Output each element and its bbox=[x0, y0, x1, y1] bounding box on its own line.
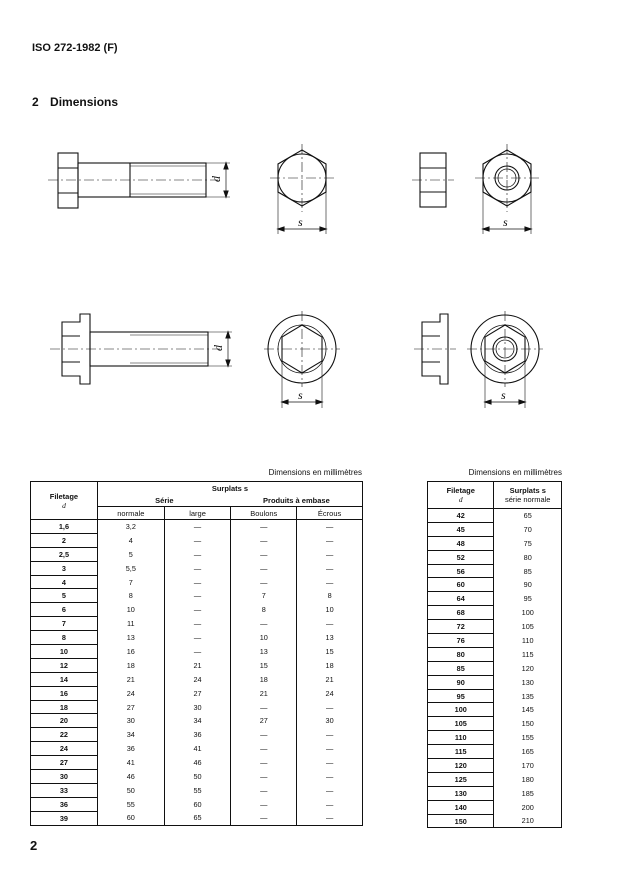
cell-value: 18 bbox=[231, 672, 297, 686]
cell-value: 7 bbox=[231, 589, 297, 603]
cell-filetage: 3 bbox=[31, 561, 98, 575]
table-left-caption: Dimensions en millimètres bbox=[268, 468, 362, 477]
technical-drawings bbox=[0, 130, 620, 420]
cell-value: 8 bbox=[231, 603, 297, 617]
cell-value: 41 bbox=[164, 742, 231, 756]
table-row bbox=[31, 589, 363, 603]
cell-value: 120 bbox=[521, 663, 534, 673]
cell-value: — bbox=[231, 783, 297, 797]
dim-label-s: s bbox=[298, 215, 303, 229]
cell-value: 18 bbox=[297, 658, 363, 672]
cell-filetage: 36 bbox=[31, 797, 98, 811]
cell-value: — bbox=[164, 533, 231, 547]
table-row bbox=[31, 714, 363, 728]
table-row bbox=[428, 745, 562, 759]
table-row bbox=[31, 603, 363, 617]
cell-value: 24 bbox=[164, 672, 231, 686]
table-row bbox=[428, 606, 562, 620]
table-row bbox=[31, 811, 363, 825]
cell-value: — bbox=[164, 617, 231, 631]
header-surplats: Surplats s bbox=[211, 483, 249, 493]
cell-value: 165 bbox=[521, 747, 534, 757]
dim-label-d: d bbox=[211, 345, 225, 351]
header-boulons: Boulons bbox=[231, 507, 297, 520]
cell-filetage: 140 bbox=[428, 800, 494, 814]
table-row bbox=[428, 620, 562, 634]
cell-value: — bbox=[164, 631, 231, 645]
cell-value: 27 bbox=[231, 714, 297, 728]
cell-filetage: 2,5 bbox=[31, 547, 98, 561]
cell-value: 5 bbox=[128, 549, 133, 559]
cell-value: 155 bbox=[521, 733, 534, 743]
table-row bbox=[31, 533, 363, 547]
dim-label-d: d bbox=[209, 176, 223, 182]
cell-filetage: 24 bbox=[31, 742, 98, 756]
cell-value: — bbox=[231, 700, 297, 714]
table-row bbox=[428, 689, 562, 703]
cell-value: — bbox=[297, 811, 363, 825]
table-row bbox=[31, 547, 363, 561]
cell-value: — bbox=[231, 728, 297, 742]
cell-value: 55 bbox=[126, 799, 135, 809]
cell-value: 90 bbox=[523, 580, 532, 590]
section-heading bbox=[32, 95, 118, 109]
cell-filetage: 7 bbox=[31, 617, 98, 631]
cell-filetage: 27 bbox=[31, 756, 98, 770]
cell-value: — bbox=[297, 742, 363, 756]
table-row bbox=[428, 814, 562, 828]
table-row bbox=[428, 550, 562, 564]
table-row bbox=[428, 786, 562, 800]
cell-value: — bbox=[164, 561, 231, 575]
table-row bbox=[428, 731, 562, 745]
table-right-caption: Dimensions en millimètres bbox=[468, 468, 562, 477]
cell-value: 13 bbox=[297, 631, 363, 645]
cell-value: — bbox=[297, 756, 363, 770]
cell-value: — bbox=[231, 770, 297, 784]
table-row bbox=[31, 575, 363, 589]
table-row bbox=[31, 617, 363, 631]
cell-value: 10 bbox=[126, 605, 135, 615]
cell-filetage: 33 bbox=[31, 783, 98, 797]
dim-label-s: s bbox=[298, 388, 303, 402]
cell-value: 11 bbox=[127, 619, 135, 629]
cell-value: 60 bbox=[126, 813, 135, 823]
cell-filetage: 90 bbox=[428, 675, 494, 689]
cell-value: — bbox=[231, 575, 297, 589]
header-surplats: Surplats s série normale bbox=[505, 486, 551, 504]
section-title: Dimensions bbox=[50, 95, 119, 109]
cell-value: — bbox=[231, 617, 297, 631]
cell-value: 65 bbox=[164, 811, 231, 825]
cell-filetage: 85 bbox=[428, 661, 494, 675]
table-row bbox=[428, 675, 562, 689]
cell-filetage: 72 bbox=[428, 620, 494, 634]
table-row bbox=[31, 728, 363, 742]
cell-value: 110 bbox=[521, 635, 534, 645]
hex-bolt-end-view bbox=[270, 144, 336, 234]
table-left bbox=[30, 481, 363, 826]
cell-value: — bbox=[231, 561, 297, 575]
cell-value: 100 bbox=[521, 608, 534, 618]
cell-filetage: 20 bbox=[31, 714, 98, 728]
cell-value: — bbox=[164, 603, 231, 617]
cell-value: — bbox=[164, 575, 231, 589]
cell-value: 55 bbox=[164, 783, 231, 797]
cell-value: — bbox=[231, 811, 297, 825]
cell-value: — bbox=[297, 575, 363, 589]
cell-value: 4 bbox=[128, 535, 133, 545]
cell-value: 30 bbox=[164, 700, 231, 714]
table-row bbox=[31, 770, 363, 784]
cell-value: — bbox=[231, 797, 297, 811]
cell-value: 115 bbox=[521, 649, 534, 659]
table-row bbox=[31, 645, 363, 659]
cell-filetage: 56 bbox=[428, 564, 494, 578]
cell-value: 18 bbox=[126, 660, 135, 670]
cell-filetage: 4 bbox=[31, 575, 98, 589]
cell-filetage: 45 bbox=[428, 522, 494, 536]
cell-value: — bbox=[297, 728, 363, 742]
table-row bbox=[31, 672, 363, 686]
cell-value: — bbox=[231, 756, 297, 770]
cell-value: 16 bbox=[126, 646, 135, 656]
cell-value: 80 bbox=[523, 552, 532, 562]
cell-value: 95 bbox=[523, 594, 532, 604]
cell-value: — bbox=[297, 617, 363, 631]
cell-filetage: 130 bbox=[428, 786, 494, 800]
header-normale: normale bbox=[97, 507, 164, 520]
header-ecrous: Écrous bbox=[297, 507, 363, 520]
cell-value: 70 bbox=[523, 524, 532, 534]
cell-value: 15 bbox=[231, 658, 297, 672]
cell-filetage: 100 bbox=[428, 703, 494, 717]
cell-value: 24 bbox=[126, 688, 135, 698]
header-produits: Produits à embase bbox=[263, 495, 330, 505]
cell-filetage: 125 bbox=[428, 772, 494, 786]
cell-value: — bbox=[297, 783, 363, 797]
cell-value: — bbox=[297, 700, 363, 714]
section-number: 2 bbox=[32, 95, 39, 109]
cell-filetage: 10 bbox=[31, 645, 98, 659]
cell-value: 13 bbox=[231, 645, 297, 659]
table-row bbox=[31, 658, 363, 672]
cell-filetage: 105 bbox=[428, 717, 494, 731]
hex-nut-end-view bbox=[475, 144, 541, 234]
table-row bbox=[428, 759, 562, 773]
table-row bbox=[428, 772, 562, 786]
cell-value: — bbox=[164, 520, 231, 534]
header-filetage: Filetage d bbox=[428, 482, 494, 509]
cell-value: 21 bbox=[231, 686, 297, 700]
cell-value: — bbox=[231, 520, 297, 534]
cell-value: 46 bbox=[126, 771, 135, 781]
header-large: large bbox=[164, 507, 231, 520]
cell-filetage: 42 bbox=[428, 509, 494, 523]
cell-value: 185 bbox=[521, 788, 534, 798]
cell-value: — bbox=[297, 533, 363, 547]
page-number: 2 bbox=[30, 838, 38, 853]
cell-filetage: 6 bbox=[31, 603, 98, 617]
cell-value: — bbox=[297, 547, 363, 561]
cell-value: 85 bbox=[523, 566, 532, 576]
table-row bbox=[31, 520, 363, 534]
cell-value: 34 bbox=[164, 714, 231, 728]
cell-value: 36 bbox=[126, 744, 135, 754]
cell-value: 145 bbox=[521, 705, 534, 715]
cell-value: 3,2 bbox=[125, 522, 136, 532]
cell-filetage: 120 bbox=[428, 759, 494, 773]
cell-value: 27 bbox=[126, 702, 135, 712]
cell-filetage: 60 bbox=[428, 578, 494, 592]
cell-value: 180 bbox=[521, 774, 534, 784]
flange-nut-side-view bbox=[414, 314, 456, 384]
cell-filetage: 52 bbox=[428, 550, 494, 564]
table-row bbox=[31, 797, 363, 811]
cell-value: 130 bbox=[521, 677, 534, 687]
cell-value: 5,5 bbox=[125, 563, 136, 573]
table-row bbox=[31, 783, 363, 797]
flange-bolt-side-view bbox=[50, 314, 232, 384]
cell-value: 105 bbox=[521, 622, 534, 632]
cell-value: 30 bbox=[297, 714, 363, 728]
cell-value: 200 bbox=[521, 802, 534, 812]
cell-value: 24 bbox=[297, 686, 363, 700]
dim-label-s: s bbox=[501, 388, 506, 402]
table-row bbox=[428, 647, 562, 661]
cell-value: 65 bbox=[523, 511, 532, 521]
cell-filetage: 8 bbox=[31, 631, 98, 645]
cell-value: 8 bbox=[297, 589, 363, 603]
header-serie: Série bbox=[155, 495, 174, 505]
cell-filetage: 95 bbox=[428, 689, 494, 703]
table-row bbox=[428, 509, 562, 523]
cell-filetage: 5 bbox=[31, 589, 98, 603]
cell-filetage: 150 bbox=[428, 814, 494, 828]
table-row bbox=[428, 661, 562, 675]
table-row bbox=[428, 592, 562, 606]
table-row bbox=[428, 717, 562, 731]
cell-value: 50 bbox=[164, 770, 231, 784]
cell-filetage: 14 bbox=[31, 672, 98, 686]
cell-value: — bbox=[231, 742, 297, 756]
cell-filetage: 115 bbox=[428, 745, 494, 759]
cell-filetage: 30 bbox=[31, 770, 98, 784]
cell-value: — bbox=[164, 547, 231, 561]
cell-value: — bbox=[297, 561, 363, 575]
cell-value: — bbox=[297, 797, 363, 811]
cell-value: 41 bbox=[126, 758, 135, 768]
cell-value: 210 bbox=[521, 816, 534, 826]
cell-value: 150 bbox=[521, 719, 534, 729]
cell-value: — bbox=[164, 645, 231, 659]
cell-value: — bbox=[164, 589, 231, 603]
cell-filetage: 68 bbox=[428, 606, 494, 620]
cell-filetage: 64 bbox=[428, 592, 494, 606]
cell-value: 15 bbox=[297, 645, 363, 659]
cell-value: 170 bbox=[521, 760, 534, 770]
header-filetage: Filetage d bbox=[31, 482, 98, 520]
cell-filetage: 110 bbox=[428, 731, 494, 745]
cell-value: 30 bbox=[126, 716, 135, 726]
dim-label-s: s bbox=[503, 215, 508, 229]
cell-filetage: 39 bbox=[31, 811, 98, 825]
cell-filetage: 80 bbox=[428, 647, 494, 661]
cell-value: — bbox=[297, 520, 363, 534]
cell-filetage: 48 bbox=[428, 536, 494, 550]
table-right bbox=[427, 481, 562, 828]
table-row bbox=[428, 536, 562, 550]
cell-value: 60 bbox=[164, 797, 231, 811]
cell-filetage: 1,6 bbox=[31, 520, 98, 534]
cell-value: 50 bbox=[126, 785, 135, 795]
table-row bbox=[428, 634, 562, 648]
cell-filetage: 16 bbox=[31, 686, 98, 700]
table-row bbox=[31, 686, 363, 700]
table-row bbox=[31, 700, 363, 714]
cell-value: 135 bbox=[521, 691, 534, 701]
document-code: ISO 272-1982 (F) bbox=[32, 42, 118, 54]
table-row bbox=[428, 578, 562, 592]
cell-value: 27 bbox=[164, 686, 231, 700]
cell-value: 21 bbox=[297, 672, 363, 686]
cell-value: 10 bbox=[297, 603, 363, 617]
cell-value: 21 bbox=[164, 658, 231, 672]
cell-value: — bbox=[297, 770, 363, 784]
cell-value: 46 bbox=[164, 756, 231, 770]
cell-value: 36 bbox=[164, 728, 231, 742]
cell-value: 21 bbox=[126, 674, 135, 684]
cell-value: 75 bbox=[523, 538, 532, 548]
cell-filetage: 18 bbox=[31, 700, 98, 714]
table-row bbox=[428, 703, 562, 717]
cell-value: — bbox=[231, 547, 297, 561]
cell-value: 7 bbox=[128, 577, 133, 587]
table-row bbox=[428, 800, 562, 814]
cell-value: 8 bbox=[128, 591, 133, 601]
cell-value: 13 bbox=[126, 633, 135, 643]
cell-filetage: 76 bbox=[428, 634, 494, 648]
cell-value: 34 bbox=[126, 730, 135, 740]
table-row bbox=[31, 631, 363, 645]
hex-bolt-side-view bbox=[48, 153, 230, 208]
table-row bbox=[31, 742, 363, 756]
cell-filetage: 2 bbox=[31, 533, 98, 547]
cell-filetage: 12 bbox=[31, 658, 98, 672]
table-row bbox=[428, 564, 562, 578]
cell-value: — bbox=[231, 533, 297, 547]
cell-value: 10 bbox=[231, 631, 297, 645]
table-row bbox=[31, 756, 363, 770]
cell-filetage: 22 bbox=[31, 728, 98, 742]
hex-nut-side-view bbox=[412, 153, 454, 207]
table-row bbox=[428, 522, 562, 536]
table-row bbox=[31, 561, 363, 575]
